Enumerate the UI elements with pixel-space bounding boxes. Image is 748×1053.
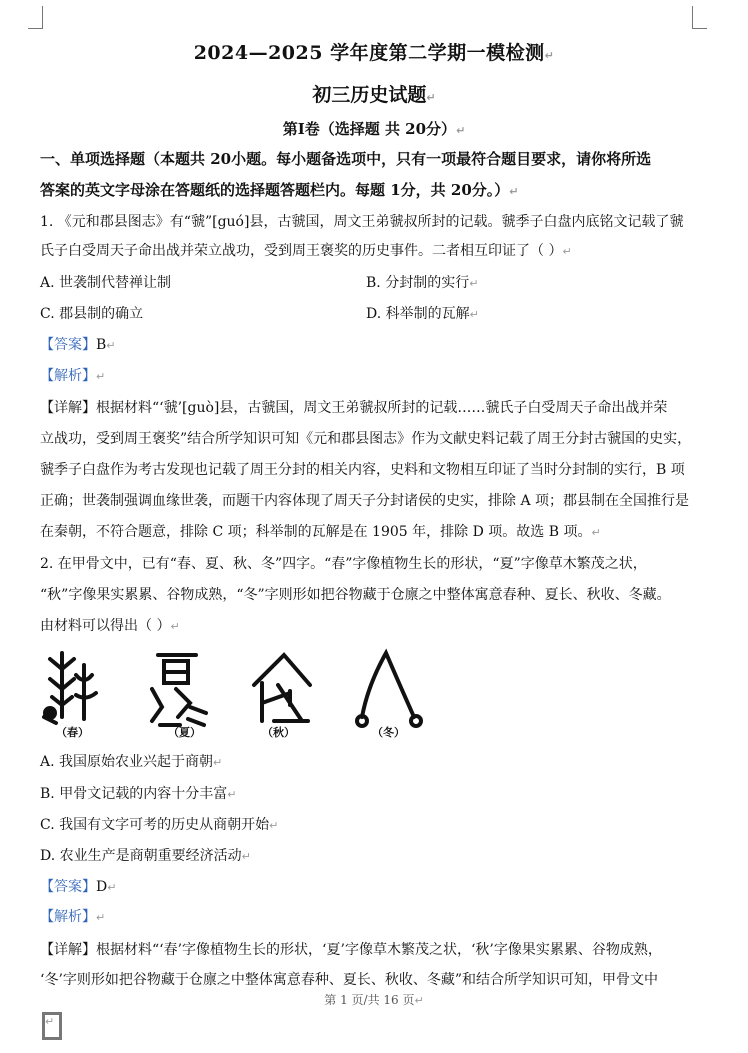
paragraph-mark: ↵	[241, 850, 251, 863]
q2-detail-line-2: ‘冬’字则形如把谷物藏于仓廪之中整体寓意春种、夏长、秋收、冬藏”和结合所学知识可知，甲骨文中	[40, 972, 659, 988]
q2-stem-line-1: 2. 在甲骨文中，已有“春、夏、秋、冬”四字。“春”字像植物生长的形状，“夏”字像草木繁茂之状，	[40, 556, 647, 572]
paragraph-mark: ↵	[107, 881, 117, 894]
answer-value: D	[96, 879, 108, 895]
analysis-tag: 【解析】	[40, 909, 96, 925]
crop-mark-top-right	[692, 6, 707, 29]
q1-option-c: C. 郡县制的确立	[40, 306, 144, 322]
paragraph-mark: ↵	[544, 49, 555, 62]
q2-answer	[40, 877, 116, 898]
q1-detail-line-5: 在秦朝，不符合题意，排除 C 项；科举制的瓦解是在 1905 年，排除 D 项。故选 B 项。↵	[40, 524, 601, 540]
q2-option-c: C. 我国有文字可考的历史从商朝开始↵	[40, 817, 279, 833]
paragraph-mark: ↵	[414, 994, 424, 1007]
glyph-caption-summer: （夏）	[168, 726, 201, 739]
exam-subtitle: 初三历史试题↵	[312, 84, 436, 106]
q2-stem-line-3: 由材料可以得出（ ）↵	[40, 618, 180, 634]
paragraph-mark: ↵	[562, 245, 572, 258]
q2-option-b: B. 甲骨文记载的内容十分丰富↵	[40, 786, 237, 802]
oracle-glyph-summer	[152, 655, 206, 725]
q2-option-d: D. 农业生产是商朝重要经济活动↵	[40, 848, 251, 864]
paragraph-mark: ↵	[426, 91, 436, 104]
answer-tag: 【答案】	[40, 337, 96, 353]
paragraph-mark: ↵	[96, 911, 106, 924]
crop-mark-top-left	[28, 6, 43, 29]
detail-tag: 【详解】	[40, 942, 96, 958]
q2-detail-line-1: 【详解】根据材料“‘春’字像植物生长的形状，‘夏’字像草木繁茂之状，‘秋’字像果实累累、谷物成熟，	[40, 942, 662, 958]
part-heading: 第Ⅰ卷（选择题 共 20分）↵	[282, 120, 466, 138]
answer-value: B	[96, 337, 107, 353]
answer-tag: 【答案】	[40, 879, 96, 895]
q1-detail-line-1: 【详解】根据材料“‘虢’[guò]县，古虢国，周文王弟虢叔所封的记载……虢氏子白受周天子命出战并荣	[40, 400, 668, 416]
glyph-caption-winter: （冬）	[372, 726, 405, 739]
oracle-glyph-spring	[44, 653, 96, 723]
q1-stem-line-2: 氏子白受周天子命出战并荣立战功，受到周王褒奖的历史事件。二者相互印证了（ ）↵	[40, 243, 572, 259]
q1-option-a: A. 世袭制代替禅让制	[40, 275, 172, 291]
glyph-caption-spring: （春）	[56, 726, 89, 739]
paragraph-mark: ↵	[106, 339, 116, 352]
page-footer: 第 1 页/共 16 页↵	[324, 993, 424, 1007]
exam-title: 2024—2025 学年度第二学期一模检测↵	[193, 42, 555, 64]
q1-detail-line-3: 虢季子白盘作为考古发现也记载了周王分封的相关内容，史料和文物相互印证了当时分封制的实行，B 项	[40, 462, 685, 478]
paragraph-mark: ↵	[42, 1012, 62, 1040]
paragraph-mark: ↵	[170, 620, 180, 633]
paragraph-mark: ↵	[456, 124, 466, 137]
q2-option-a: A. 我国原始农业兴起于商朝↵	[40, 754, 223, 770]
paragraph-mark: ↵	[227, 788, 237, 801]
q1-detail-line-2: 立战功，受到周王褒奖”结合所学知识可知《元和郡县图志》作为文献史料记载了周王分封古虢国的史实，	[40, 431, 692, 447]
analysis-tag: 【解析】	[40, 368, 96, 384]
paragraph-mark: ↵	[213, 756, 223, 769]
oracle-glyph-winter	[357, 653, 421, 726]
q2-stem-line-2: “秋”字像果实累累、谷物成熟，“冬”字则形如把谷物藏于仓廪之中整体寓意春种、夏长、秋收、冬藏。	[40, 587, 671, 603]
section-instruction-line-2: 答案的英文字母涂在答题纸的选择题答题栏内。每题 1分，共 20分。）↵	[40, 181, 519, 199]
q1-detail-line-4: 正确；世袭制强调血缘世袭，而题干内容体现了周天子分封诸侯的史实，排除 A 项；郡县制在全国推行是	[40, 493, 690, 509]
q1-stem-line-1: 1. 《元和郡县图志》有“虢”[guó]县，古虢国，周文王弟虢叔所封的记载。虢季子白盘内底铭文记载了虢	[40, 214, 684, 230]
q2-analysis	[40, 907, 105, 928]
detail-tag: 【详解】	[40, 400, 96, 416]
q1-option-d: D. 科举制的瓦解↵	[366, 306, 479, 322]
paragraph-mark: ↵	[591, 526, 601, 539]
q1-answer	[40, 335, 116, 356]
oracle-glyph-autumn	[254, 655, 310, 721]
q1-option-b: B. 分封制的实行↵	[366, 275, 479, 291]
paragraph-mark: ↵	[469, 277, 479, 290]
section-instruction-line-1: 一、单项选择题（本题共 20小题。每小题备选项中，只有一项最符合题目要求，请你将所选	[40, 150, 652, 168]
paragraph-mark: ↵	[509, 185, 519, 198]
paragraph-mark: ↵	[469, 308, 479, 321]
paragraph-mark: ↵	[269, 819, 279, 832]
glyph-caption-autumn: （秋）	[262, 726, 295, 739]
q1-analysis	[40, 366, 105, 387]
paragraph-mark: ↵	[96, 370, 106, 383]
